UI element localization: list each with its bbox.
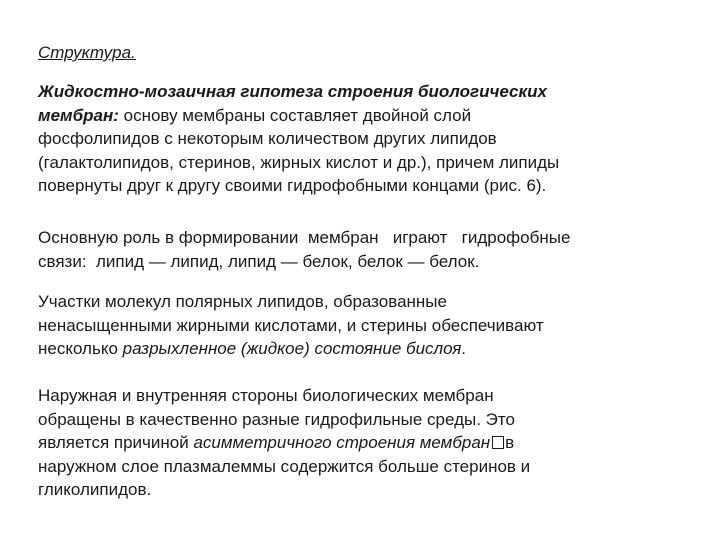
paragraph-line: Участки молекул полярных липидов, образованные (38, 292, 447, 311)
paragraph-line: гликолипидов. (38, 480, 152, 499)
empty-square-icon (492, 436, 504, 449)
paragraph-line: (галактолипидов, стеринов, жирных кислот и др.), причем липиды (38, 152, 560, 172)
paragraph-line: фосфолипидов с некоторым количеством других липидов (38, 129, 497, 148)
paragraph-line (38, 431, 698, 455)
paragraph-membrane-asymmetry (38, 384, 698, 502)
paragraph-line (38, 337, 698, 361)
paragraph-text: в (505, 433, 515, 452)
paragraph-line: наружном слое плазмалеммы содержится больше стеринов и (38, 456, 531, 476)
emphasis-text: разрыхленное (жидкое) состояние бислоя (122, 339, 462, 358)
hypothesis-term: Жидкостно-мозаичная гипотеза строения биологических (38, 82, 547, 101)
paragraph-line: связи: липид — липид, липид — белок, белок — белок. (38, 251, 480, 271)
paragraph-text: несколько (38, 339, 123, 358)
paragraph-text: основу мембраны составляет двойной слой (118, 105, 472, 125)
paragraph-line: повернуты друг к другу своими гидрофобными концами (рис. 6). (38, 176, 547, 195)
paragraph-hydrophobic-bonds (38, 226, 698, 273)
hypothesis-term-end: мембран: (38, 105, 119, 125)
slide (38, 0, 698, 540)
paragraph-membrane-hypothesis (38, 80, 698, 198)
paragraph-line: обращены в качественно разные гидрофильные среды. Это (38, 409, 515, 429)
section-heading: Структура. (38, 43, 136, 62)
paragraph-polar-lipids (38, 290, 698, 361)
paragraph-line: Основную роль в формировании мембран играют гидрофобные (38, 228, 571, 247)
paragraph-line: Наружная и внутренняя стороны биологических мембран (38, 386, 494, 405)
paragraph-text: . (461, 339, 467, 358)
paragraph-line: ненасыщенными жирными кислотами, и стерины обеспечивают (38, 315, 544, 335)
emphasis-text: асимметричного строения мембран (193, 433, 491, 452)
paragraph-text: является причиной (38, 433, 194, 452)
paragraph-line (38, 104, 698, 128)
paragraph-line (38, 80, 698, 104)
